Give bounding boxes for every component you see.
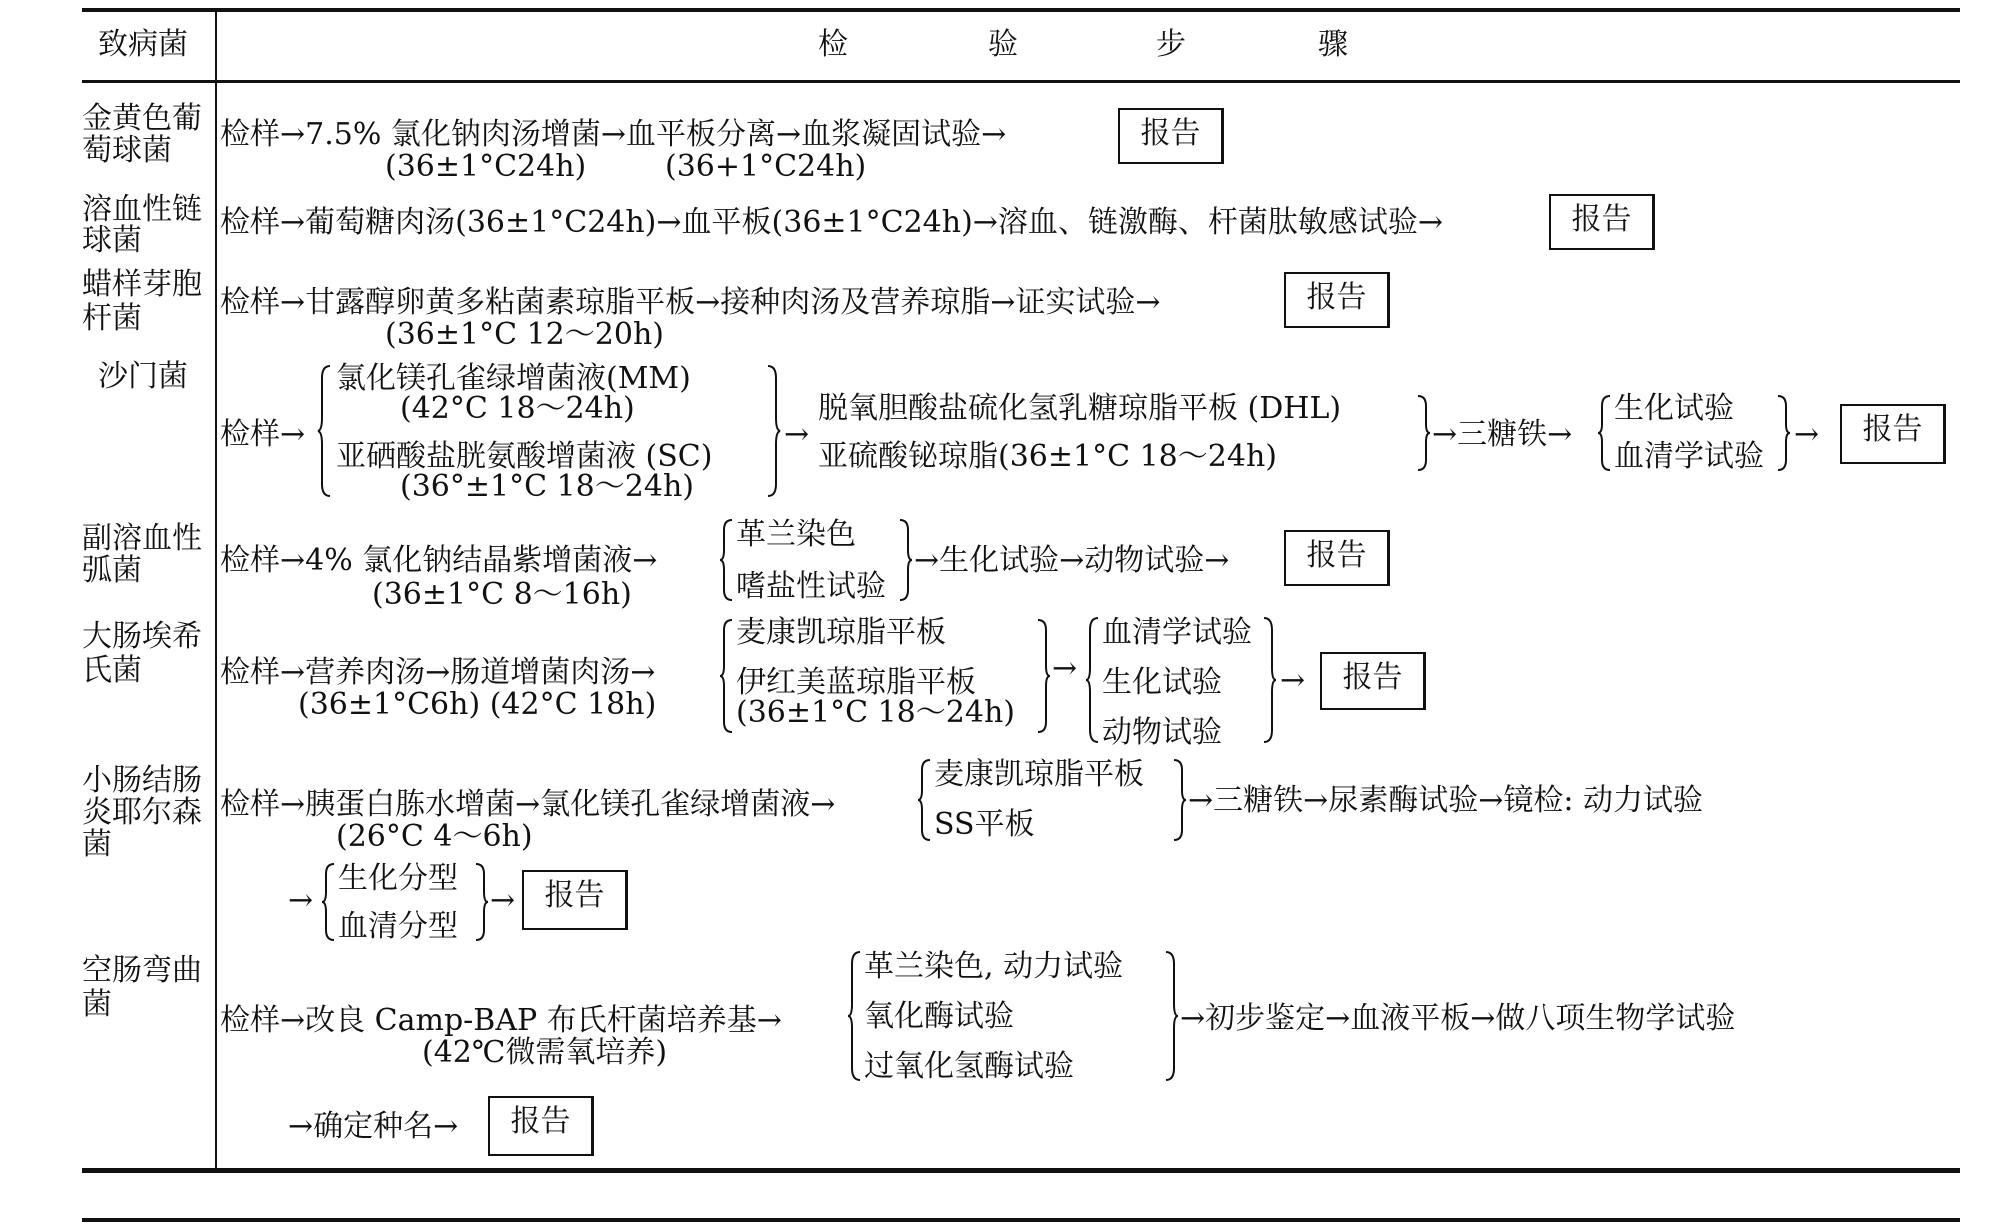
branch-text: 嗜盐性试验: [736, 569, 886, 604]
branch-text: 脱氧胆酸盐硫化氢乳糖琼脂平板 (DHL): [818, 391, 1342, 426]
report-box: 报告: [1284, 272, 1390, 328]
step-text: 检样→胰蛋白胨水增菌→氯化镁孔雀绿增菌液→: [220, 787, 836, 822]
pathogen-name-line: 氏菌: [82, 653, 142, 688]
left-brace: [322, 864, 336, 940]
right-brace: [1776, 396, 1790, 470]
footer-rule: [82, 1218, 1960, 1222]
pathogen-name-line: 炎耶尔森: [82, 795, 202, 830]
right-brace: [1172, 760, 1186, 840]
branch-text: 麦康凯琼脂平板: [736, 615, 946, 650]
condition-text: (36±1°C6h) (42°C 18h): [298, 687, 657, 722]
arrow: →: [784, 417, 810, 452]
step-text: 检样→改良 Camp-BAP 布氏杆菌培养基→: [220, 1003, 782, 1038]
step-text: →三糖铁→尿素酶试验→镜检: 动力试验: [1188, 783, 1704, 818]
step-text: 检样→营养肉汤→肠道增菌肉汤→: [220, 655, 656, 690]
branch-text: 亚硫酸铋琼脂(36±1°C 18～24h): [818, 439, 1277, 474]
branch-text: 血清学试验: [1614, 439, 1764, 474]
branch-text: 生化试验: [1614, 391, 1734, 426]
pathogen-name-line: 菌: [82, 987, 112, 1022]
branch-text: 血清学试验: [1102, 615, 1252, 650]
left-brace: [1598, 396, 1612, 470]
branch-text: 革兰染色: [736, 517, 856, 552]
condition-text: (42℃微需氧培养): [422, 1035, 668, 1070]
branch-text: 动物试验: [1102, 715, 1222, 750]
branch-condition: (42°C 18～24h): [400, 391, 635, 426]
branch-text: 亚硒酸盐胱氨酸增菌液 (SC): [336, 439, 713, 474]
right-brace: [1262, 618, 1276, 742]
condition-text: (36+1°C24h): [665, 149, 867, 184]
pathogen-name-line: 球菌: [82, 223, 142, 258]
branch-text: 血清分型: [338, 909, 458, 944]
condition-text: (26°C 4～6h): [336, 819, 533, 854]
pathogen-name-line: 小肠结肠: [82, 763, 202, 798]
pathogen-name-line: 副溶血性: [82, 521, 202, 556]
branch-text: SS平板: [934, 807, 1035, 842]
report-box: 报告: [488, 1096, 594, 1156]
arrow: →: [1794, 417, 1820, 452]
step-text: 检样→4% 氯化钠结晶紫增菌液→: [220, 543, 658, 578]
step-text: 检样→甘露醇卵黄多粘菌素琼脂平板→接种肉汤及营养琼脂→证实试验→: [220, 285, 1161, 320]
condition-text: (36±1°C24h): [385, 149, 587, 184]
pathogen-name-line: 大肠埃希: [82, 619, 202, 654]
right-brace: [766, 366, 780, 496]
header-step-char-1: 检: [818, 27, 848, 62]
report-box: 报告: [1284, 530, 1390, 586]
step-text: →三糖铁→: [1432, 417, 1573, 452]
arrow: →: [1052, 651, 1078, 686]
branch-text: 麦康凯琼脂平板: [934, 757, 1144, 792]
header-step-char-3: 步: [1156, 27, 1186, 62]
header-step-char-4: 骤: [1318, 27, 1348, 62]
pathogen-name-line: 沙门菌: [98, 359, 188, 394]
report-box: 报告: [1549, 194, 1655, 250]
left-brace: [720, 520, 734, 600]
pathogen-name-line: 弧菌: [82, 553, 142, 588]
step-text: →生化试验→动物试验→: [914, 543, 1230, 578]
step-text: 检样→7.5% 氯化钠肉汤增菌→血平板分离→血浆凝固试验→: [220, 117, 1007, 152]
right-brace: [1036, 620, 1050, 732]
arrow: →: [288, 883, 314, 918]
left-brace: [848, 952, 862, 1080]
branch-text: 生化分型: [338, 861, 458, 896]
column-divider: [215, 10, 217, 1170]
arrow: →: [490, 883, 516, 918]
header-rule: [82, 80, 1960, 83]
branch-condition: (36±1°C 18～24h): [736, 695, 1015, 730]
pathogen-name-line: 蜡样芽胞: [82, 267, 202, 302]
right-brace: [474, 864, 488, 940]
header-step-char-2: 验: [988, 27, 1018, 62]
pathogen-name-line: 金黄色葡: [82, 101, 202, 136]
pathogen-name-line: 萄球菌: [82, 133, 172, 168]
branch-condition: (36°±1°C 18～24h): [400, 469, 694, 504]
step-text: 检样→: [220, 417, 306, 452]
left-brace: [1086, 618, 1100, 742]
branch-text: 伊红美蓝琼脂平板: [736, 665, 976, 700]
top-rule: [82, 8, 1960, 12]
condition-text: (36±1°C 8～16h): [372, 577, 632, 612]
pathogen-name-line: 杆菌: [82, 301, 142, 336]
step-text: 检样→葡萄糖肉汤(36±1°C24h)→血平板(36±1°C24h)→溶血、链激酶、杆菌肽敏感试验→: [220, 205, 1444, 240]
right-brace: [898, 520, 912, 600]
branch-text: 氧化酶试验: [864, 999, 1014, 1034]
bottom-rule: [82, 1168, 1960, 1173]
pathogen-name-line: 空肠弯曲: [82, 953, 202, 988]
report-box: 报告: [1118, 108, 1224, 164]
branch-text: 生化试验: [1102, 665, 1222, 700]
step-text: →确定种名→: [288, 1109, 459, 1144]
pathogen-name-line: 溶血性链: [82, 192, 202, 227]
branch-text: 过氧化氢酶试验: [864, 1049, 1074, 1084]
pathogen-name-line: 菌: [82, 827, 112, 862]
step-text: →初步鉴定→血液平板→做八项生物学试验: [1180, 1001, 1736, 1036]
left-brace: [720, 620, 734, 732]
report-box: 报告: [1840, 404, 1946, 464]
condition-text: (36±1°C 12～20h): [385, 317, 664, 352]
branch-text: 氯化镁孔雀绿增菌液(MM): [336, 361, 691, 396]
report-box: 报告: [1320, 652, 1426, 710]
header-pathogen: 致病菌: [98, 27, 188, 62]
right-brace: [1416, 396, 1430, 470]
branch-text: 革兰染色, 动力试验: [864, 949, 1124, 984]
arrow: →: [1280, 663, 1306, 698]
left-brace: [918, 760, 932, 840]
report-box: 报告: [522, 870, 628, 930]
left-brace: [318, 366, 332, 496]
right-brace: [1164, 952, 1178, 1080]
